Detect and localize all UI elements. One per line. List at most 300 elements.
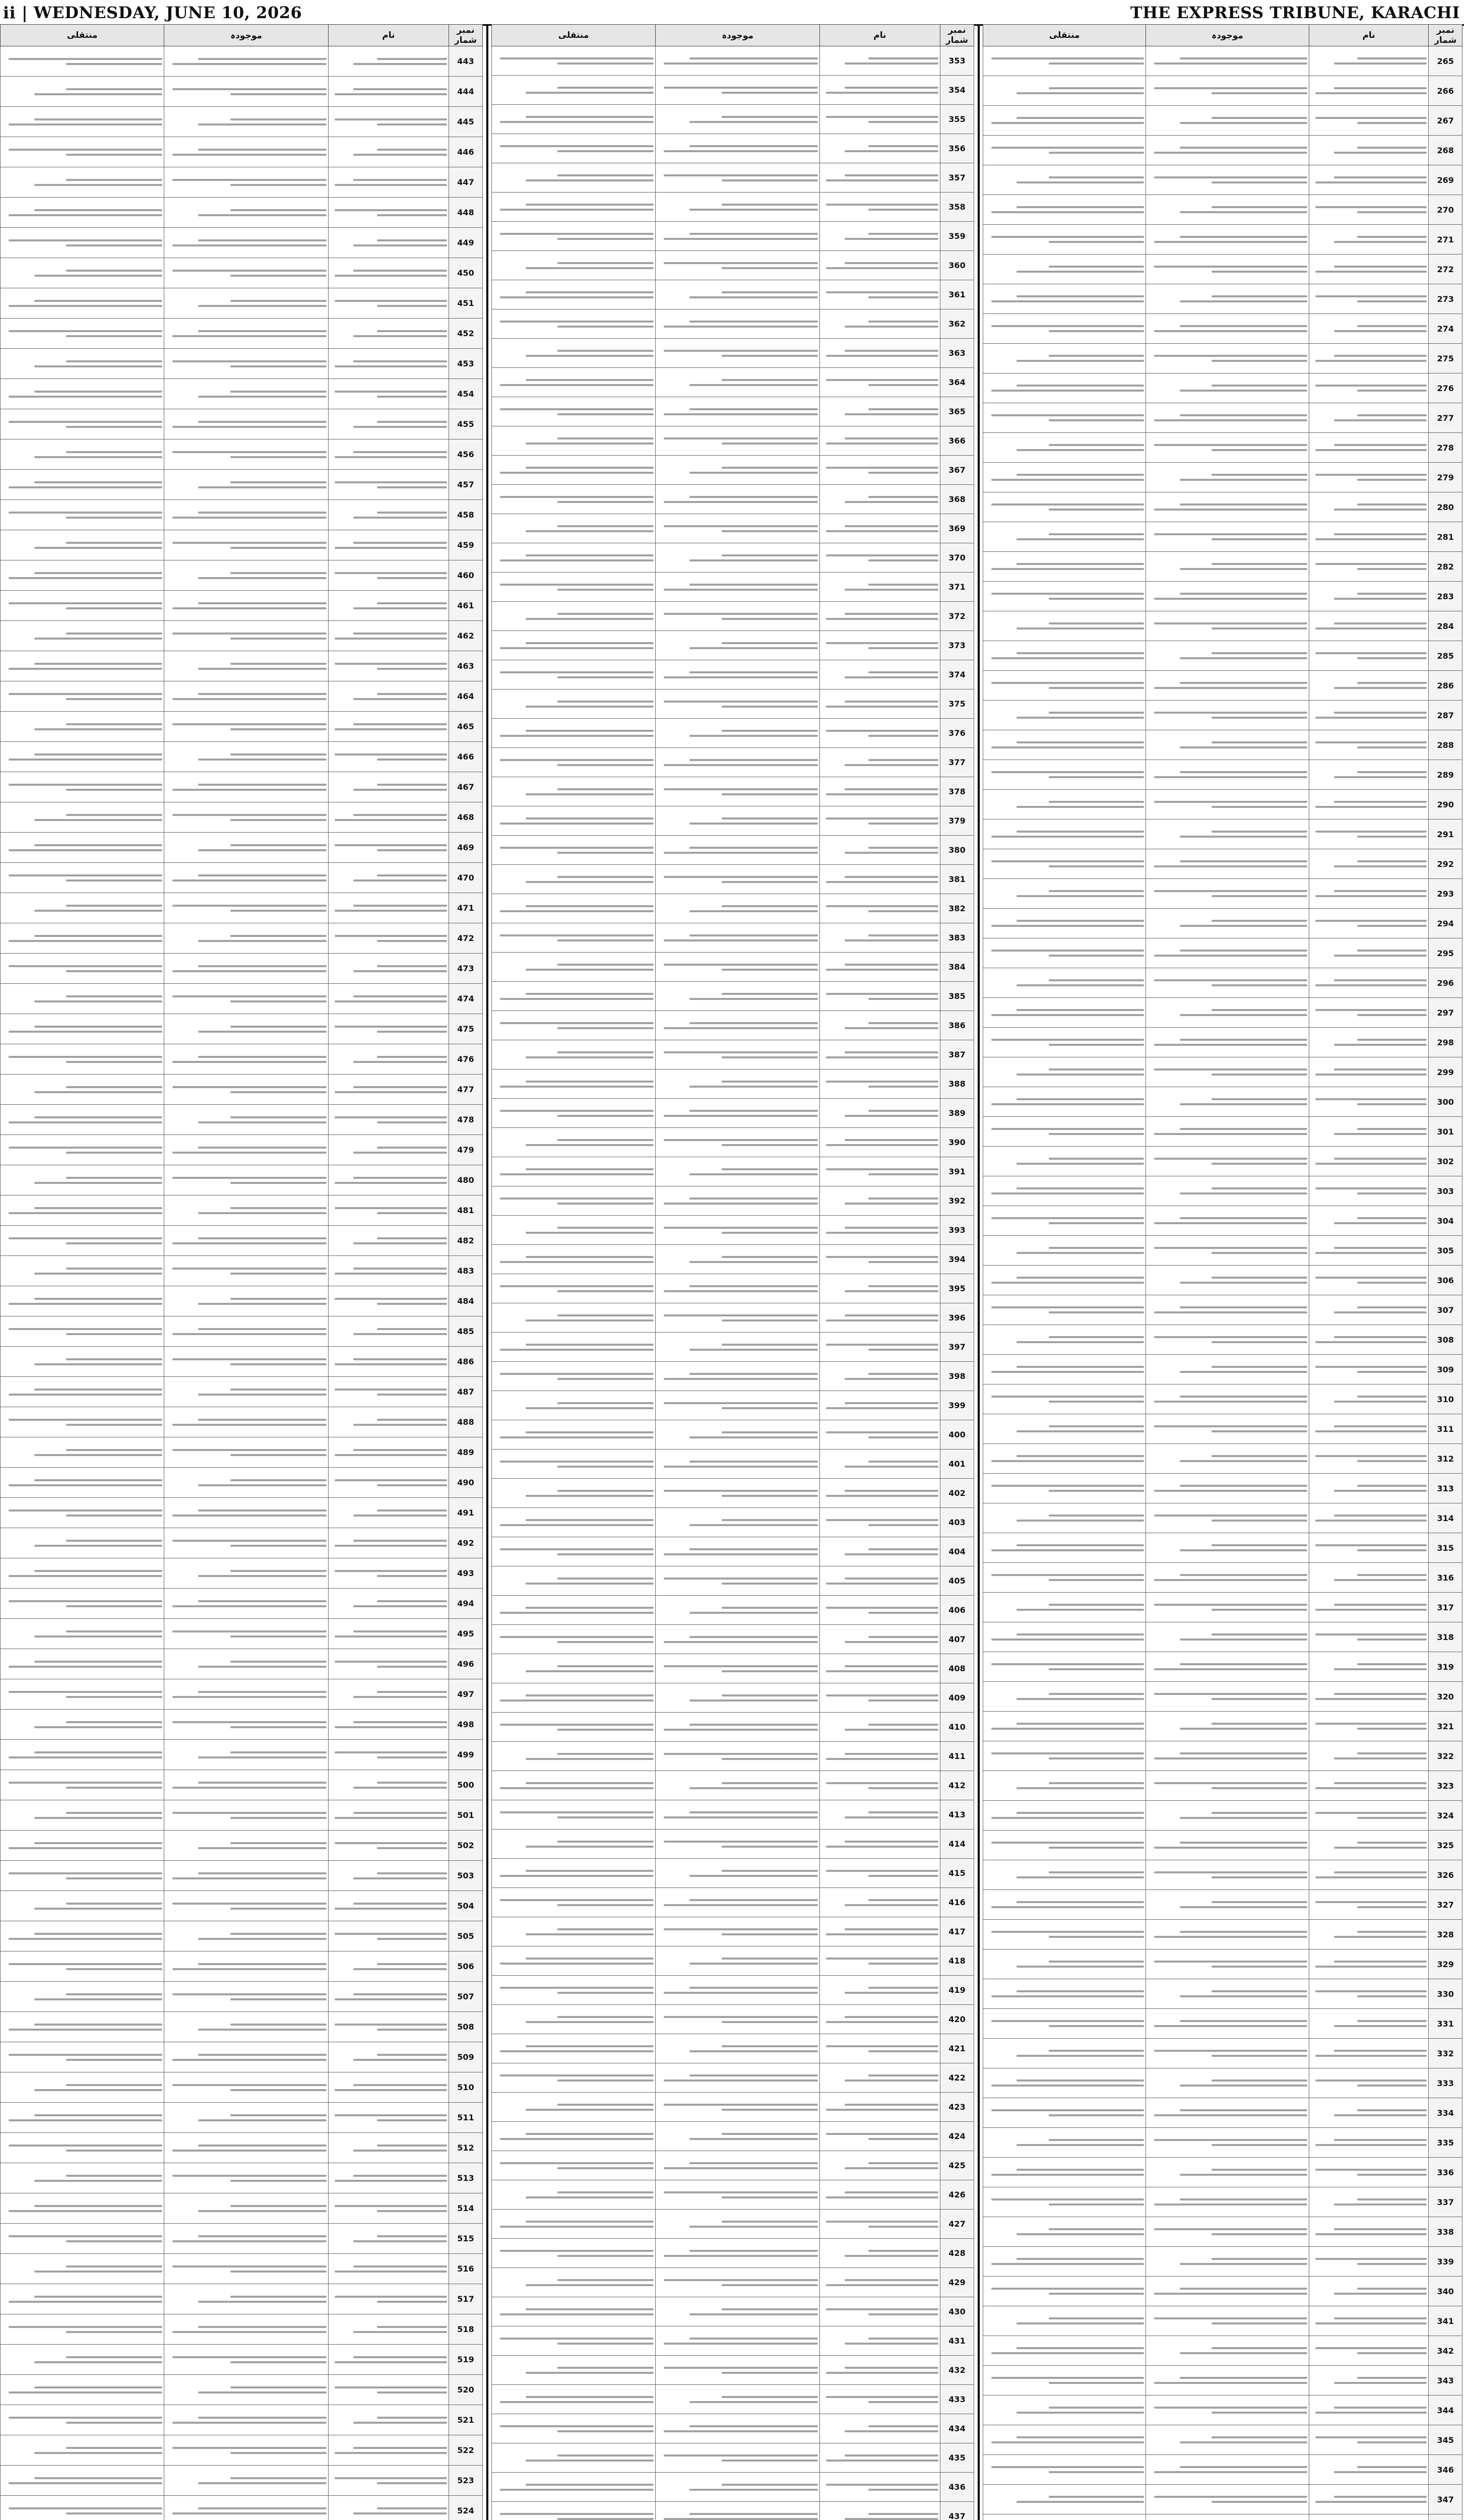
current-cell xyxy=(164,2375,328,2405)
urdu-text-line xyxy=(377,305,447,307)
urdu-text-line xyxy=(689,384,818,386)
urdu-text-line xyxy=(1180,1485,1307,1487)
urdu-text-line xyxy=(664,876,818,878)
current-cell xyxy=(656,1333,819,1362)
urdu-text-line xyxy=(1357,2198,1427,2200)
current-cell xyxy=(656,2356,819,2385)
urdu-text-line xyxy=(689,2489,818,2491)
name-cell xyxy=(1309,641,1429,671)
transfer-cell xyxy=(1,77,164,107)
urdu-text-line xyxy=(1180,1103,1307,1105)
urdu-text-line xyxy=(198,239,327,241)
urdu-text-line xyxy=(991,390,1144,392)
transfer-cell xyxy=(492,163,656,193)
urdu-text-line xyxy=(9,1666,163,1668)
current-cell xyxy=(164,2133,328,2163)
current-cell xyxy=(1146,1712,1309,1741)
urdu-text-line xyxy=(335,2477,447,2479)
urdu-text-line xyxy=(1154,2407,1307,2409)
table-row xyxy=(1,470,483,500)
transfer-cell xyxy=(492,1420,656,1450)
urdu-text-line xyxy=(689,910,818,912)
urdu-text-line xyxy=(991,1574,1144,1576)
row-number: 285 xyxy=(1429,641,1462,671)
urdu-text-line xyxy=(500,584,654,586)
transfer-cell xyxy=(983,1593,1146,1622)
urdu-text-line xyxy=(689,1198,818,1200)
urdu-text-line xyxy=(335,1182,447,1184)
urdu-text-line xyxy=(1016,2347,1144,2349)
urdu-text-line xyxy=(34,1298,163,1300)
urdu-text-line xyxy=(1180,1842,1307,1844)
name-cell xyxy=(328,1468,449,1498)
urdu-text-line xyxy=(353,2331,447,2333)
urdu-text-line xyxy=(826,1319,938,1321)
urdu-text-line xyxy=(230,2452,327,2454)
urdu-text-line xyxy=(66,2150,162,2152)
urdu-text-line xyxy=(230,1116,327,1118)
transfer-cell xyxy=(983,1266,1146,1295)
urdu-text-line xyxy=(9,1509,163,1511)
urdu-text-line xyxy=(664,2167,818,2169)
urdu-text-line xyxy=(1334,712,1427,714)
urdu-text-line xyxy=(1212,1901,1307,1903)
current-cell xyxy=(656,1713,819,1742)
urdu-text-line xyxy=(826,116,938,118)
table-row xyxy=(1,1831,483,1861)
urdu-text-line xyxy=(500,2138,654,2140)
urdu-text-line xyxy=(557,1928,654,1930)
transfer-cell xyxy=(492,309,656,339)
current-cell xyxy=(1146,2039,1309,2068)
table-row xyxy=(983,1087,1462,1117)
name-cell xyxy=(328,167,449,198)
urdu-text-line xyxy=(1049,865,1144,867)
urdu-text-line xyxy=(1180,836,1307,838)
current-cell xyxy=(656,2326,819,2356)
urdu-text-line xyxy=(1154,1311,1307,1313)
urdu-text-line xyxy=(230,2271,327,2273)
name-cell xyxy=(1309,611,1429,641)
urdu-text-line xyxy=(991,1306,1144,1308)
transfer-cell xyxy=(492,836,656,865)
current-cell xyxy=(656,543,819,573)
current-cell xyxy=(164,107,328,137)
urdu-text-line xyxy=(1154,776,1307,778)
current-cell xyxy=(656,1683,819,1713)
table-row xyxy=(1,1589,483,1619)
urdu-text-line xyxy=(34,1933,163,1935)
transfer-cell xyxy=(492,1742,656,1771)
urdu-text-line xyxy=(198,1328,327,1330)
urdu-text-line xyxy=(1154,955,1307,957)
urdu-text-line xyxy=(9,1847,163,1849)
urdu-text-line xyxy=(230,1635,327,1637)
urdu-text-line xyxy=(1212,1163,1307,1165)
urdu-text-line xyxy=(991,2174,1144,2176)
urdu-text-line xyxy=(722,969,818,971)
urdu-text-line xyxy=(198,2210,327,2212)
row-number: 378 xyxy=(940,777,974,806)
urdu-text-line xyxy=(689,584,818,586)
urdu-text-line xyxy=(557,1729,654,1731)
column-header: موجودہ xyxy=(1146,25,1309,46)
urdu-text-line xyxy=(1180,325,1307,327)
transfer-cell xyxy=(1,1135,164,1165)
urdu-text-line xyxy=(66,1515,162,1517)
urdu-text-line xyxy=(868,1699,938,1702)
table-row xyxy=(492,76,974,105)
urdu-text-line xyxy=(34,300,163,302)
urdu-text-line xyxy=(1180,1396,1307,1398)
current-cell xyxy=(164,2012,328,2042)
current-cell xyxy=(1146,1147,1309,1176)
name-cell xyxy=(328,1982,449,2012)
row-number: 271 xyxy=(1429,225,1462,255)
urdu-text-line xyxy=(1357,1995,1427,1997)
urdu-text-line xyxy=(34,1661,163,1663)
urdu-text-line xyxy=(664,1027,818,1029)
publication-name: THE EXPRESS TRIBUNE, KARACHI xyxy=(1130,3,1460,22)
current-cell xyxy=(1146,1890,1309,1920)
urdu-text-line xyxy=(845,501,938,503)
urdu-text-line xyxy=(198,1212,327,1214)
urdu-text-line xyxy=(1334,533,1427,535)
urdu-text-line xyxy=(500,2162,654,2164)
current-cell xyxy=(1146,2306,1309,2336)
urdu-text-line xyxy=(664,525,818,527)
name-cell xyxy=(328,802,449,833)
urdu-text-line xyxy=(230,2114,327,2116)
urdu-text-line xyxy=(1049,2471,1144,2473)
urdu-text-line xyxy=(230,481,327,483)
urdu-text-line xyxy=(1212,2322,1307,2324)
urdu-text-line xyxy=(9,849,163,851)
name-cell xyxy=(1309,1414,1429,1444)
urdu-text-line xyxy=(34,2296,163,2298)
urdu-text-line xyxy=(66,1993,162,1995)
current-cell xyxy=(1146,2396,1309,2425)
urdu-text-line xyxy=(172,2240,327,2242)
urdu-text-line xyxy=(689,121,818,123)
transfer-cell xyxy=(492,1917,656,1946)
urdu-text-line xyxy=(1154,2293,1307,2295)
urdu-text-line xyxy=(845,350,938,352)
urdu-text-line xyxy=(1334,509,1427,511)
current-cell xyxy=(656,2473,819,2502)
urdu-text-line xyxy=(9,2145,163,2147)
transfer-cell xyxy=(1,923,164,954)
urdu-text-line xyxy=(172,1242,327,1244)
row-number: 457 xyxy=(449,470,483,500)
urdu-text-line xyxy=(689,472,818,474)
name-cell xyxy=(328,1710,449,1740)
urdu-text-line xyxy=(826,467,938,469)
urdu-text-line xyxy=(1016,1455,1144,1457)
urdu-text-line xyxy=(664,150,818,152)
name-cell xyxy=(1309,2514,1429,2520)
urdu-text-line xyxy=(1212,385,1307,387)
urdu-text-line xyxy=(689,2074,818,2076)
urdu-text-line xyxy=(664,62,818,65)
row-number: 447 xyxy=(449,167,483,198)
urdu-text-line xyxy=(353,2422,447,2424)
urdu-text-line xyxy=(1315,1698,1427,1700)
urdu-text-line xyxy=(1315,1098,1427,1100)
urdu-text-line xyxy=(335,391,447,393)
table-row xyxy=(492,953,974,982)
table-row xyxy=(492,2502,974,2520)
row-number: 311 xyxy=(1429,1414,1462,1444)
table-row xyxy=(1,1558,483,1589)
current-cell xyxy=(1146,2455,1309,2485)
row-number: 420 xyxy=(940,2005,974,2034)
name-cell xyxy=(328,1891,449,1921)
current-cell xyxy=(656,1537,819,1566)
urdu-text-line xyxy=(1212,1544,1307,1546)
urdu-text-line xyxy=(1212,920,1307,922)
urdu-text-line xyxy=(1049,1401,1144,1403)
urdu-text-line xyxy=(689,1261,818,1263)
transfer-cell xyxy=(492,280,656,309)
current-cell xyxy=(1146,373,1309,403)
transfer-cell xyxy=(1,1377,164,1407)
urdu-text-line xyxy=(526,1056,654,1058)
table-row xyxy=(492,280,974,309)
name-cell xyxy=(819,1245,940,1274)
row-number: 364 xyxy=(940,368,974,397)
urdu-text-line xyxy=(1154,1222,1307,1224)
name-cell xyxy=(1309,2009,1429,2039)
urdu-text-line xyxy=(1212,563,1307,565)
urdu-text-line xyxy=(1334,1401,1427,1403)
urdu-text-line xyxy=(526,179,654,181)
table-row xyxy=(983,998,1462,1028)
urdu-text-line xyxy=(353,2356,447,2358)
transfer-cell xyxy=(492,222,656,251)
urdu-text-line xyxy=(1180,2198,1307,2200)
urdu-text-line xyxy=(526,2221,654,2223)
urdu-text-line xyxy=(868,1349,938,1351)
urdu-text-line xyxy=(66,905,162,907)
name-cell xyxy=(1309,849,1429,879)
urdu-text-line xyxy=(335,819,447,821)
urdu-text-line xyxy=(377,1419,447,1421)
urdu-text-line xyxy=(377,330,447,332)
urdu-text-line xyxy=(557,876,654,878)
urdu-text-line xyxy=(664,437,818,439)
urdu-text-line xyxy=(230,1091,327,1093)
urdu-text-line xyxy=(1049,687,1144,689)
urdu-text-line xyxy=(1180,1371,1307,1373)
urdu-text-line xyxy=(230,819,327,821)
table-row xyxy=(492,777,974,806)
row-number: 472 xyxy=(449,923,483,954)
transfer-cell xyxy=(1,1770,164,1800)
row-number: 450 xyxy=(449,258,483,288)
urdu-text-line xyxy=(1049,2407,1144,2409)
transfer-cell xyxy=(983,522,1146,552)
urdu-text-line xyxy=(9,784,163,786)
urdu-text-line xyxy=(9,1872,163,1874)
current-cell xyxy=(164,1105,328,1135)
row-number: 337 xyxy=(1429,2187,1462,2217)
urdu-text-line xyxy=(845,1641,938,1643)
transfer-cell xyxy=(492,602,656,631)
row-number: 318 xyxy=(1429,1622,1462,1652)
transfer-cell xyxy=(983,314,1146,344)
row-number: 286 xyxy=(1429,671,1462,701)
urdu-text-line xyxy=(1212,1341,1307,1343)
urdu-text-line xyxy=(557,1027,654,1029)
urdu-text-line xyxy=(1315,1876,1427,1878)
row-number: 489 xyxy=(449,1437,483,1468)
urdu-text-line xyxy=(198,1121,327,1123)
urdu-text-line xyxy=(1212,2347,1307,2349)
table-row xyxy=(1,2284,483,2314)
name-cell xyxy=(1309,2187,1429,2217)
row-number: 396 xyxy=(940,1303,974,1333)
current-cell xyxy=(1146,1652,1309,1682)
urdu-text-line xyxy=(868,1198,938,1200)
urdu-text-line xyxy=(9,693,163,695)
urdu-text-line xyxy=(66,154,162,156)
urdu-text-line xyxy=(353,1696,447,1698)
current-cell xyxy=(656,2122,819,2151)
current-cell xyxy=(164,1437,328,1468)
current-cell xyxy=(1146,1801,1309,1831)
urdu-text-line xyxy=(1315,474,1427,476)
urdu-text-line xyxy=(557,2367,654,2369)
table-row xyxy=(492,1566,974,1596)
urdu-text-line xyxy=(664,676,818,678)
urdu-text-line xyxy=(1212,1277,1307,1279)
table-row xyxy=(1,802,483,833)
urdu-text-line xyxy=(689,233,818,235)
transfer-cell xyxy=(1,2496,164,2520)
urdu-text-line xyxy=(198,1575,327,1577)
name-cell xyxy=(328,349,449,379)
urdu-text-line xyxy=(1212,2412,1307,2414)
urdu-text-line xyxy=(172,1358,327,1360)
table-row xyxy=(492,2326,974,2356)
current-cell xyxy=(656,982,819,1011)
urdu-text-line xyxy=(1357,503,1427,506)
urdu-text-line xyxy=(1315,1633,1427,1635)
table-row xyxy=(983,909,1462,938)
transfer-cell xyxy=(983,433,1146,463)
urdu-text-line xyxy=(526,1870,654,1872)
transfer-cell xyxy=(1,893,164,923)
row-number: 433 xyxy=(940,2385,974,2414)
row-number: 306 xyxy=(1429,1266,1462,1295)
table-row xyxy=(983,1355,1462,1384)
name-cell xyxy=(1309,314,1429,344)
urdu-text-line xyxy=(34,391,163,393)
urdu-text-line xyxy=(1049,2114,1144,2116)
transfer-cell xyxy=(492,2239,656,2268)
urdu-text-line xyxy=(1016,1252,1144,1254)
urdu-text-line xyxy=(66,814,162,816)
urdu-text-line xyxy=(1334,2471,1427,2473)
row-number: 454 xyxy=(449,379,483,409)
urdu-text-line xyxy=(1315,1252,1427,1254)
urdu-text-line xyxy=(1016,1009,1144,1011)
table-row xyxy=(1,1982,483,2012)
name-cell xyxy=(819,1391,940,1420)
transfer-cell xyxy=(1,2012,164,2042)
table-row xyxy=(1,621,483,651)
urdu-text-line xyxy=(500,233,654,235)
urdu-text-line xyxy=(1357,2377,1427,2379)
name-cell xyxy=(328,1226,449,1256)
table-row xyxy=(983,1741,1462,1771)
urdu-text-line xyxy=(1180,1663,1307,1665)
urdu-text-line xyxy=(722,1846,818,1848)
urdu-text-line xyxy=(1180,682,1307,684)
transfer-cell xyxy=(983,1444,1146,1474)
urdu-text-line xyxy=(845,764,938,766)
transfer-cell xyxy=(983,1503,1146,1533)
urdu-text-line xyxy=(9,759,163,761)
transfer-cell xyxy=(1,2466,164,2496)
urdu-text-line xyxy=(377,1121,447,1123)
transfer-cell xyxy=(1,137,164,167)
urdu-text-line xyxy=(722,1870,818,1872)
urdu-text-line xyxy=(500,2513,654,2515)
row-number: 510 xyxy=(449,2072,483,2103)
urdu-text-line xyxy=(335,365,447,367)
row-number: 293 xyxy=(1429,879,1462,909)
transfer-cell xyxy=(983,1176,1146,1206)
urdu-text-line xyxy=(1180,1752,1307,1754)
urdu-text-line xyxy=(172,360,327,362)
urdu-text-line xyxy=(66,517,162,519)
urdu-text-line xyxy=(991,950,1144,952)
urdu-text-line xyxy=(826,2045,938,2047)
urdu-text-line xyxy=(1154,241,1307,243)
urdu-text-line xyxy=(1016,920,1144,922)
current-cell xyxy=(1146,552,1309,582)
table-row xyxy=(983,2217,1462,2247)
transfer-cell xyxy=(492,105,656,134)
urdu-text-line xyxy=(1016,1990,1144,1992)
urdu-text-line xyxy=(1049,2050,1144,2052)
row-number: 514 xyxy=(449,2193,483,2224)
table-row xyxy=(492,309,974,339)
urdu-text-line xyxy=(9,396,163,398)
urdu-text-line xyxy=(1357,325,1427,327)
urdu-text-line xyxy=(1180,1728,1307,1730)
urdu-text-line xyxy=(664,1203,818,1205)
urdu-text-line xyxy=(1016,563,1144,565)
urdu-text-line xyxy=(66,1721,162,1723)
urdu-text-line xyxy=(1357,1549,1427,1551)
table-row xyxy=(1,107,483,137)
transfer-cell xyxy=(492,2210,656,2239)
current-cell xyxy=(164,742,328,772)
urdu-text-line xyxy=(1180,211,1307,213)
urdu-text-line xyxy=(826,2109,938,2111)
table-row xyxy=(983,641,1462,671)
urdu-text-line xyxy=(1357,1574,1427,1576)
urdu-text-line xyxy=(66,2422,162,2424)
current-cell xyxy=(164,2254,328,2284)
urdu-text-line xyxy=(1180,1906,1307,1908)
urdu-text-line xyxy=(34,1726,163,1728)
column-divider xyxy=(486,24,488,2520)
table-row xyxy=(1,1861,483,1891)
